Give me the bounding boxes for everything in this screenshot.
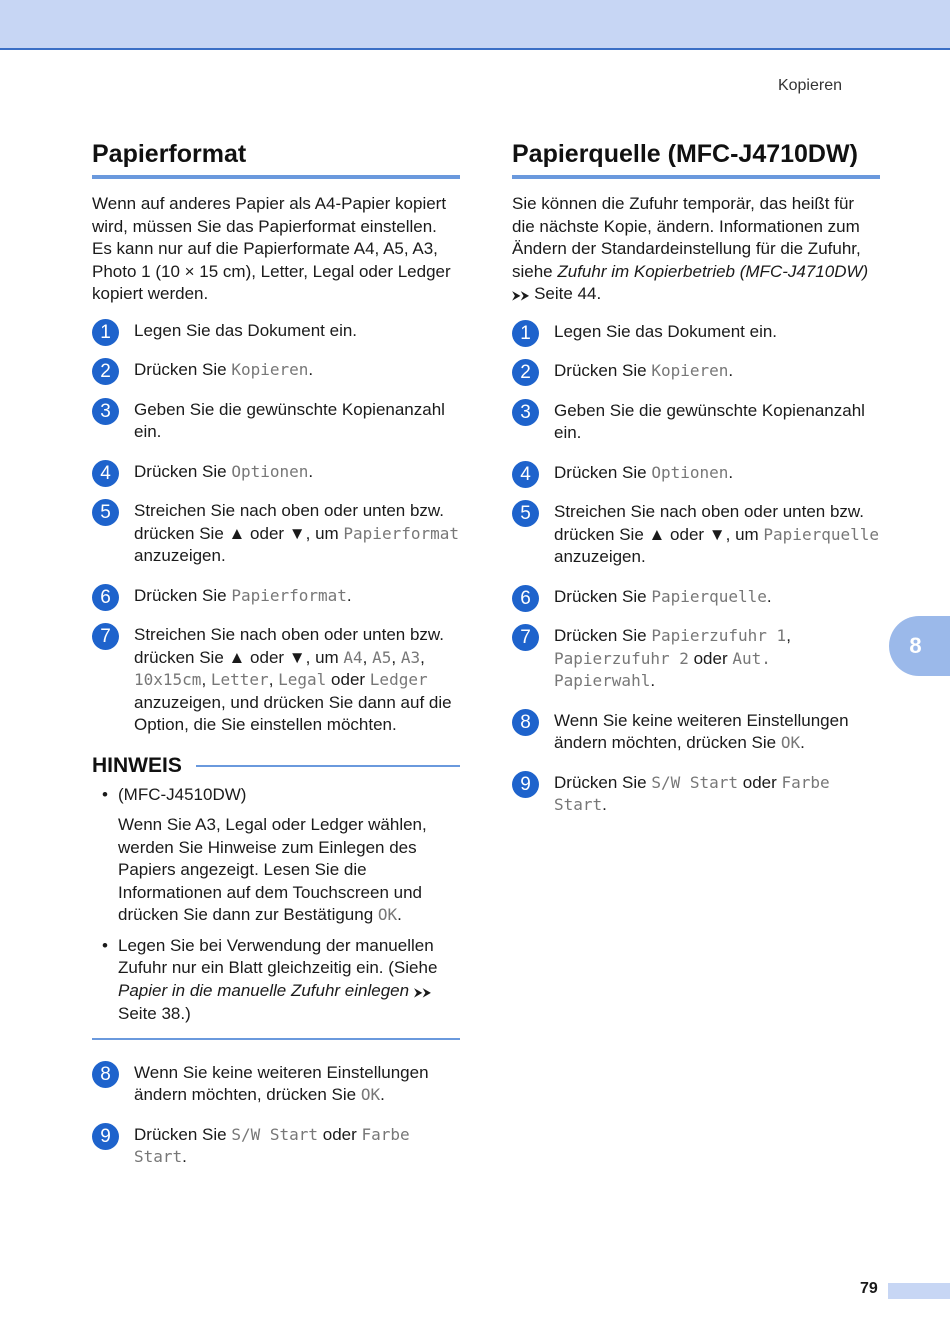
step-text: Drücken Sie xyxy=(554,586,652,606)
step-text: anzuzeigen. xyxy=(554,547,646,566)
note-text: . xyxy=(397,905,402,924)
key-label: S/W Start xyxy=(651,772,739,792)
note-text: Legen Sie bei Verwendung der manuellen Zufuhr nur ein Blatt gleichzeitig ein. (Siehe xyxy=(118,935,438,977)
step-text: Geben Sie die gewünschte Kopienanzahl ein. xyxy=(134,399,445,441)
key-label: 10x15cm xyxy=(134,670,202,689)
step-number-icon: 9 xyxy=(512,771,539,798)
step-number-icon: 1 xyxy=(92,319,119,346)
key-label: Farbe Start xyxy=(134,1124,410,1166)
left-column xyxy=(92,140,460,1186)
step-text: . xyxy=(800,733,805,752)
note-text: Wenn Sie A3, Legal oder Ledger wählen, werden Sie Hinweise zum Einlegen des Papiers angezeigt. Lesen Sie die Informationen auf dem Touchscreen und drücken Sie dann zur Bestätigung xyxy=(118,815,427,924)
step-text: Streichen Sie nach oben oder unten bzw. drücken Sie ▲ oder ▼, um xyxy=(134,625,444,667)
step-text: . xyxy=(728,361,734,380)
step-text: . xyxy=(602,795,607,814)
key-label: Papierformat xyxy=(231,585,347,605)
note-paragraph xyxy=(118,814,460,927)
key-label: S/W Start xyxy=(231,1124,319,1144)
step-text: anzuzeigen, und drücken Sie dann auf die Option, die Sie einstellen möchten. xyxy=(134,692,452,734)
key-label: Papierquelle xyxy=(651,586,767,606)
step-text: oder xyxy=(738,772,782,792)
key-label: Papierquelle xyxy=(763,524,879,544)
step-list-continued xyxy=(92,1062,460,1169)
double-arrow-icon: ⮞⮞ xyxy=(512,288,530,302)
step-text: Legen Sie das Dokument ein. xyxy=(554,321,778,341)
cross-reference-link[interactable]: Zufuhr im Kopierbetrieb (MFC-J4710DW) xyxy=(557,261,869,281)
separator: , xyxy=(362,647,373,667)
step-number-icon: 3 xyxy=(92,398,119,425)
step-number-icon: 9 xyxy=(92,1123,119,1150)
step-list xyxy=(512,321,880,817)
step-8 xyxy=(512,710,880,755)
key-label: OK xyxy=(780,733,801,752)
step-number-icon: 2 xyxy=(512,359,539,386)
step-text: . xyxy=(346,585,352,605)
step-number-icon: 5 xyxy=(92,499,119,526)
step-7 xyxy=(92,624,460,737)
note-bottom-rule xyxy=(92,1038,460,1040)
step-4 xyxy=(512,462,880,485)
key-label: Letter xyxy=(210,670,269,689)
step-text: Streichen Sie nach oben oder unten bzw. drücken Sie ▲ oder ▼, um xyxy=(134,501,444,543)
step-8 xyxy=(92,1062,460,1107)
step-text: anzuzeigen. xyxy=(134,546,226,565)
intro-paragraph: Wenn auf anderes Papier als A4-Papier kopiert wird, müssen Sie das Papierformat einstellen. Es kann nur auf die Papierformate A4, A5, A3, Photo 1 (10 × 15 cm), Letter, Legal oder Ledger kopiert werden. xyxy=(92,194,451,303)
separator: , xyxy=(391,647,401,667)
key-label: A5 xyxy=(372,647,392,667)
right-column xyxy=(512,140,880,834)
step-text: Drücken Sie xyxy=(134,360,232,379)
note-item-head: (MFC-J4510DW) xyxy=(118,784,247,804)
step-text: . xyxy=(182,1147,187,1166)
chapter-tab[interactable]: 8 xyxy=(889,616,950,676)
key-label: Aut. Papierwahl xyxy=(554,648,771,690)
step-number-icon: 6 xyxy=(92,584,119,611)
key-label: Kopieren xyxy=(651,361,729,380)
separator: , xyxy=(201,670,211,689)
key-label: Optionen xyxy=(651,462,729,482)
step-text: . xyxy=(308,360,314,379)
step-text: . xyxy=(308,461,314,481)
step-number-icon: 3 xyxy=(512,399,539,426)
step-4 xyxy=(92,461,460,484)
step-text: . xyxy=(650,671,656,690)
step-number-icon: 1 xyxy=(512,320,539,347)
bullet-icon: • xyxy=(102,935,108,955)
separator: , xyxy=(420,647,425,667)
note-text: Seite 38.) xyxy=(118,1004,191,1023)
key-label: Legal xyxy=(278,670,327,689)
key-label: A3 xyxy=(400,647,421,667)
intro-text: Sie können die Zufuhr temporär, das heißt für die nächste Kopie, ändern. Informationen zum Ändern der Standardeinstellung für die Zufuhr, siehe xyxy=(512,194,861,281)
step-number-icon: 4 xyxy=(512,461,539,488)
step-2 xyxy=(92,359,460,382)
step-text: Drücken Sie xyxy=(554,361,652,380)
page-number: 79 xyxy=(860,1280,878,1297)
step-number-icon: 8 xyxy=(512,709,539,736)
step-text: Wenn Sie keine weiteren Einstellungen ändern möchten, drücken Sie xyxy=(554,710,849,752)
step-text: . xyxy=(728,462,734,482)
step-text: Drücken Sie xyxy=(134,1124,232,1144)
separator: , xyxy=(268,670,279,689)
cross-reference-link[interactable]: Papier in die manuelle Zufuhr einlegen xyxy=(118,980,410,1000)
step-number-icon: 4 xyxy=(92,460,119,487)
step-number-icon: 5 xyxy=(512,500,539,527)
step-3 xyxy=(92,399,460,444)
step-text: Drücken Sie xyxy=(554,772,652,792)
key-label: Papierformat xyxy=(343,523,459,543)
step-number-icon: 7 xyxy=(512,624,539,651)
key-label: Papierzufuhr 2 xyxy=(554,648,689,668)
header-band xyxy=(0,0,950,50)
separator: oder xyxy=(688,648,733,668)
note-header xyxy=(92,754,460,778)
section-title-papierquelle: Papierquelle (MFC-J4710DW) xyxy=(512,140,880,179)
key-label: OK xyxy=(377,905,398,924)
intro-paragraph xyxy=(512,193,880,307)
step-7 xyxy=(512,625,880,693)
note-box xyxy=(92,754,460,1040)
intro-text: Seite 44. xyxy=(529,284,602,303)
step-5 xyxy=(92,500,460,568)
separator: oder xyxy=(326,670,370,689)
step-3 xyxy=(512,400,880,445)
step-number-icon: 6 xyxy=(512,585,539,612)
key-label: Farbe Start xyxy=(554,772,830,814)
step-2 xyxy=(512,360,880,383)
step-text: Legen Sie das Dokument ein. xyxy=(134,320,358,340)
step-text: Drücken Sie xyxy=(134,585,232,605)
step-text: Drücken Sie xyxy=(134,461,232,481)
step-1 xyxy=(92,320,460,343)
separator: , xyxy=(786,626,791,645)
note-list xyxy=(92,784,460,1026)
step-text: Wenn Sie keine weiteren Einstellungen ändern möchten, drücken Sie xyxy=(134,1062,429,1104)
key-label: Kopieren xyxy=(231,360,309,379)
step-text: . xyxy=(380,1085,385,1104)
running-head: Kopieren xyxy=(777,77,842,94)
step-6 xyxy=(512,586,880,609)
key-label: Optionen xyxy=(231,461,309,481)
bullet-icon: • xyxy=(102,784,108,804)
step-number-icon: 2 xyxy=(92,358,119,385)
key-label: Papierzufuhr 1 xyxy=(651,626,787,645)
step-text: . xyxy=(766,586,772,606)
step-5 xyxy=(512,501,880,569)
note-title: HINWEIS xyxy=(92,753,182,777)
step-list xyxy=(92,320,460,737)
step-number-icon: 8 xyxy=(92,1061,119,1088)
note-item xyxy=(92,935,460,1026)
step-text: Drücken Sie xyxy=(554,626,652,645)
key-label: Ledger xyxy=(369,670,428,689)
step-6 xyxy=(92,585,460,608)
step-9 xyxy=(92,1124,460,1169)
step-text: oder xyxy=(318,1124,362,1144)
note-item xyxy=(92,784,460,927)
key-label: OK xyxy=(360,1085,381,1104)
step-9 xyxy=(512,772,880,817)
section-title-papierformat: Papierformat xyxy=(92,140,460,179)
step-number-icon: 7 xyxy=(92,623,119,650)
step-1 xyxy=(512,321,880,344)
key-label: A4 xyxy=(343,647,363,667)
double-arrow-icon: ⮞⮞ xyxy=(413,984,432,999)
step-text: Drücken Sie xyxy=(554,462,652,482)
footer-band xyxy=(888,1283,950,1299)
note-rule xyxy=(196,765,460,767)
step-text: Streichen Sie nach oben oder unten bzw. drücken Sie ▲ oder ▼, um xyxy=(554,502,864,544)
step-text: Geben Sie die gewünschte Kopienanzahl ein. xyxy=(554,400,865,442)
